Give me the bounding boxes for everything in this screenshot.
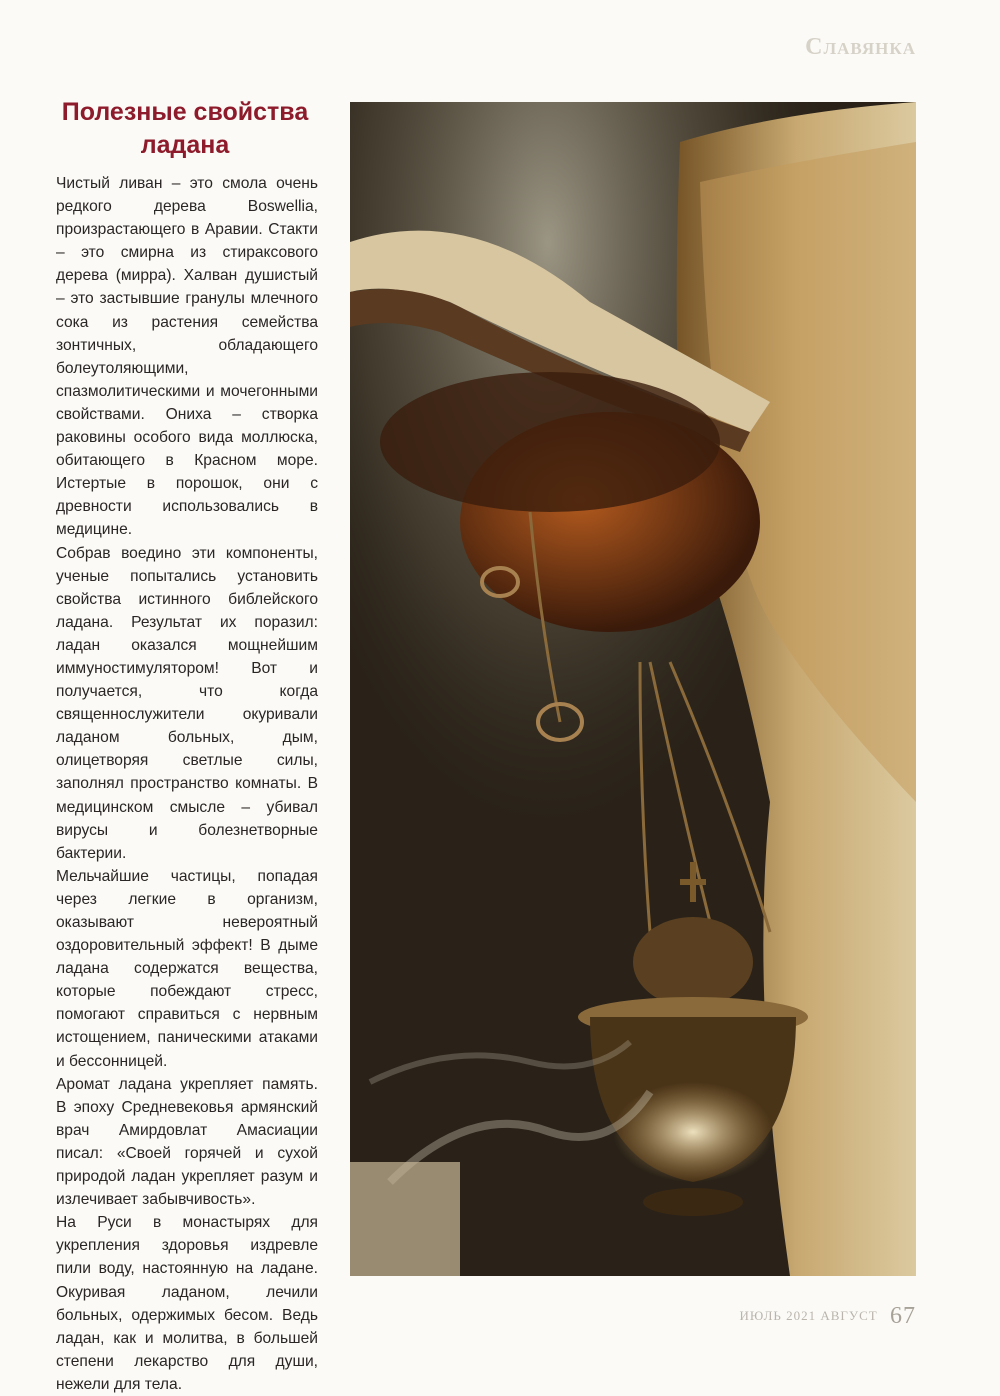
article-paragraph-2: Собрав воедино эти компоненты, ученые попытались установить свойства истинного библейского ладана. Результат их поразил: ладан оказался мощнейшим иммуностимулятором! Вот и получается, что когда священнослужители окуривали ладаном больных, дым, олицетворяя светлые силы, заполнял пространство комнаты. В медицинском смысле – убивал вирусы и болезнетворные бактерии. <box>56 544 318 862</box>
article-title: Полезные свойства ладана <box>61 98 309 159</box>
censer-icon <box>350 102 916 1276</box>
article-paragraph-5: На Руси в монастырях для укрепления здоровья издревле пили воду, настоянную на ладане. Окуривая ладаном, лечили больных, одержимых бесом. Ведь ладан, как и молитва, в большей степени лекарство для души, нежели для тела. <box>56 1214 318 1393</box>
article-paragraph-3: Мельчайшие частицы, попадая через легкие в организм, оказывают невероятный оздоровительный эффект! В дыме ладана содержатся вещества, которые побеждают стресс, помогают справиться с нервным истощением, паническими атаками и бессонницей. <box>56 867 318 1070</box>
article-body <box>56 172 318 1396</box>
page-number: 67 <box>890 1303 916 1329</box>
article-paragraph-4: Аромат ладана укрепляет память. В эпоху Средневековья армянский врач Амирдовлат Амасиации писал: «Своей горячей и сухой природой ладан укрепляет разум и излечивает забывчивость». <box>56 1075 318 1209</box>
page-footer <box>739 1303 916 1330</box>
issue-label: ИЮЛЬ 2021 АВГУСТ <box>739 1308 878 1323</box>
photo-priest-with-censer <box>350 102 916 1276</box>
magazine-masthead: Славянка <box>805 34 916 60</box>
article-paragraph-1: Чистый ливан – это смола очень редкого дерева Boswellia, произрастающего в Аравии. Стакти – это смирна из стираксового дерева (мирра). Халван душистый – это застывшие гранулы млечного сока из растения семейства зонтичных, обладающего болеутоляющими, спазмолитическими и мочегонными свойствами. Ониха – створка раковины особого вида моллюска, обитающего в Красном море. Истертые в порошок, они с древности использовались в медицине. <box>56 175 318 539</box>
